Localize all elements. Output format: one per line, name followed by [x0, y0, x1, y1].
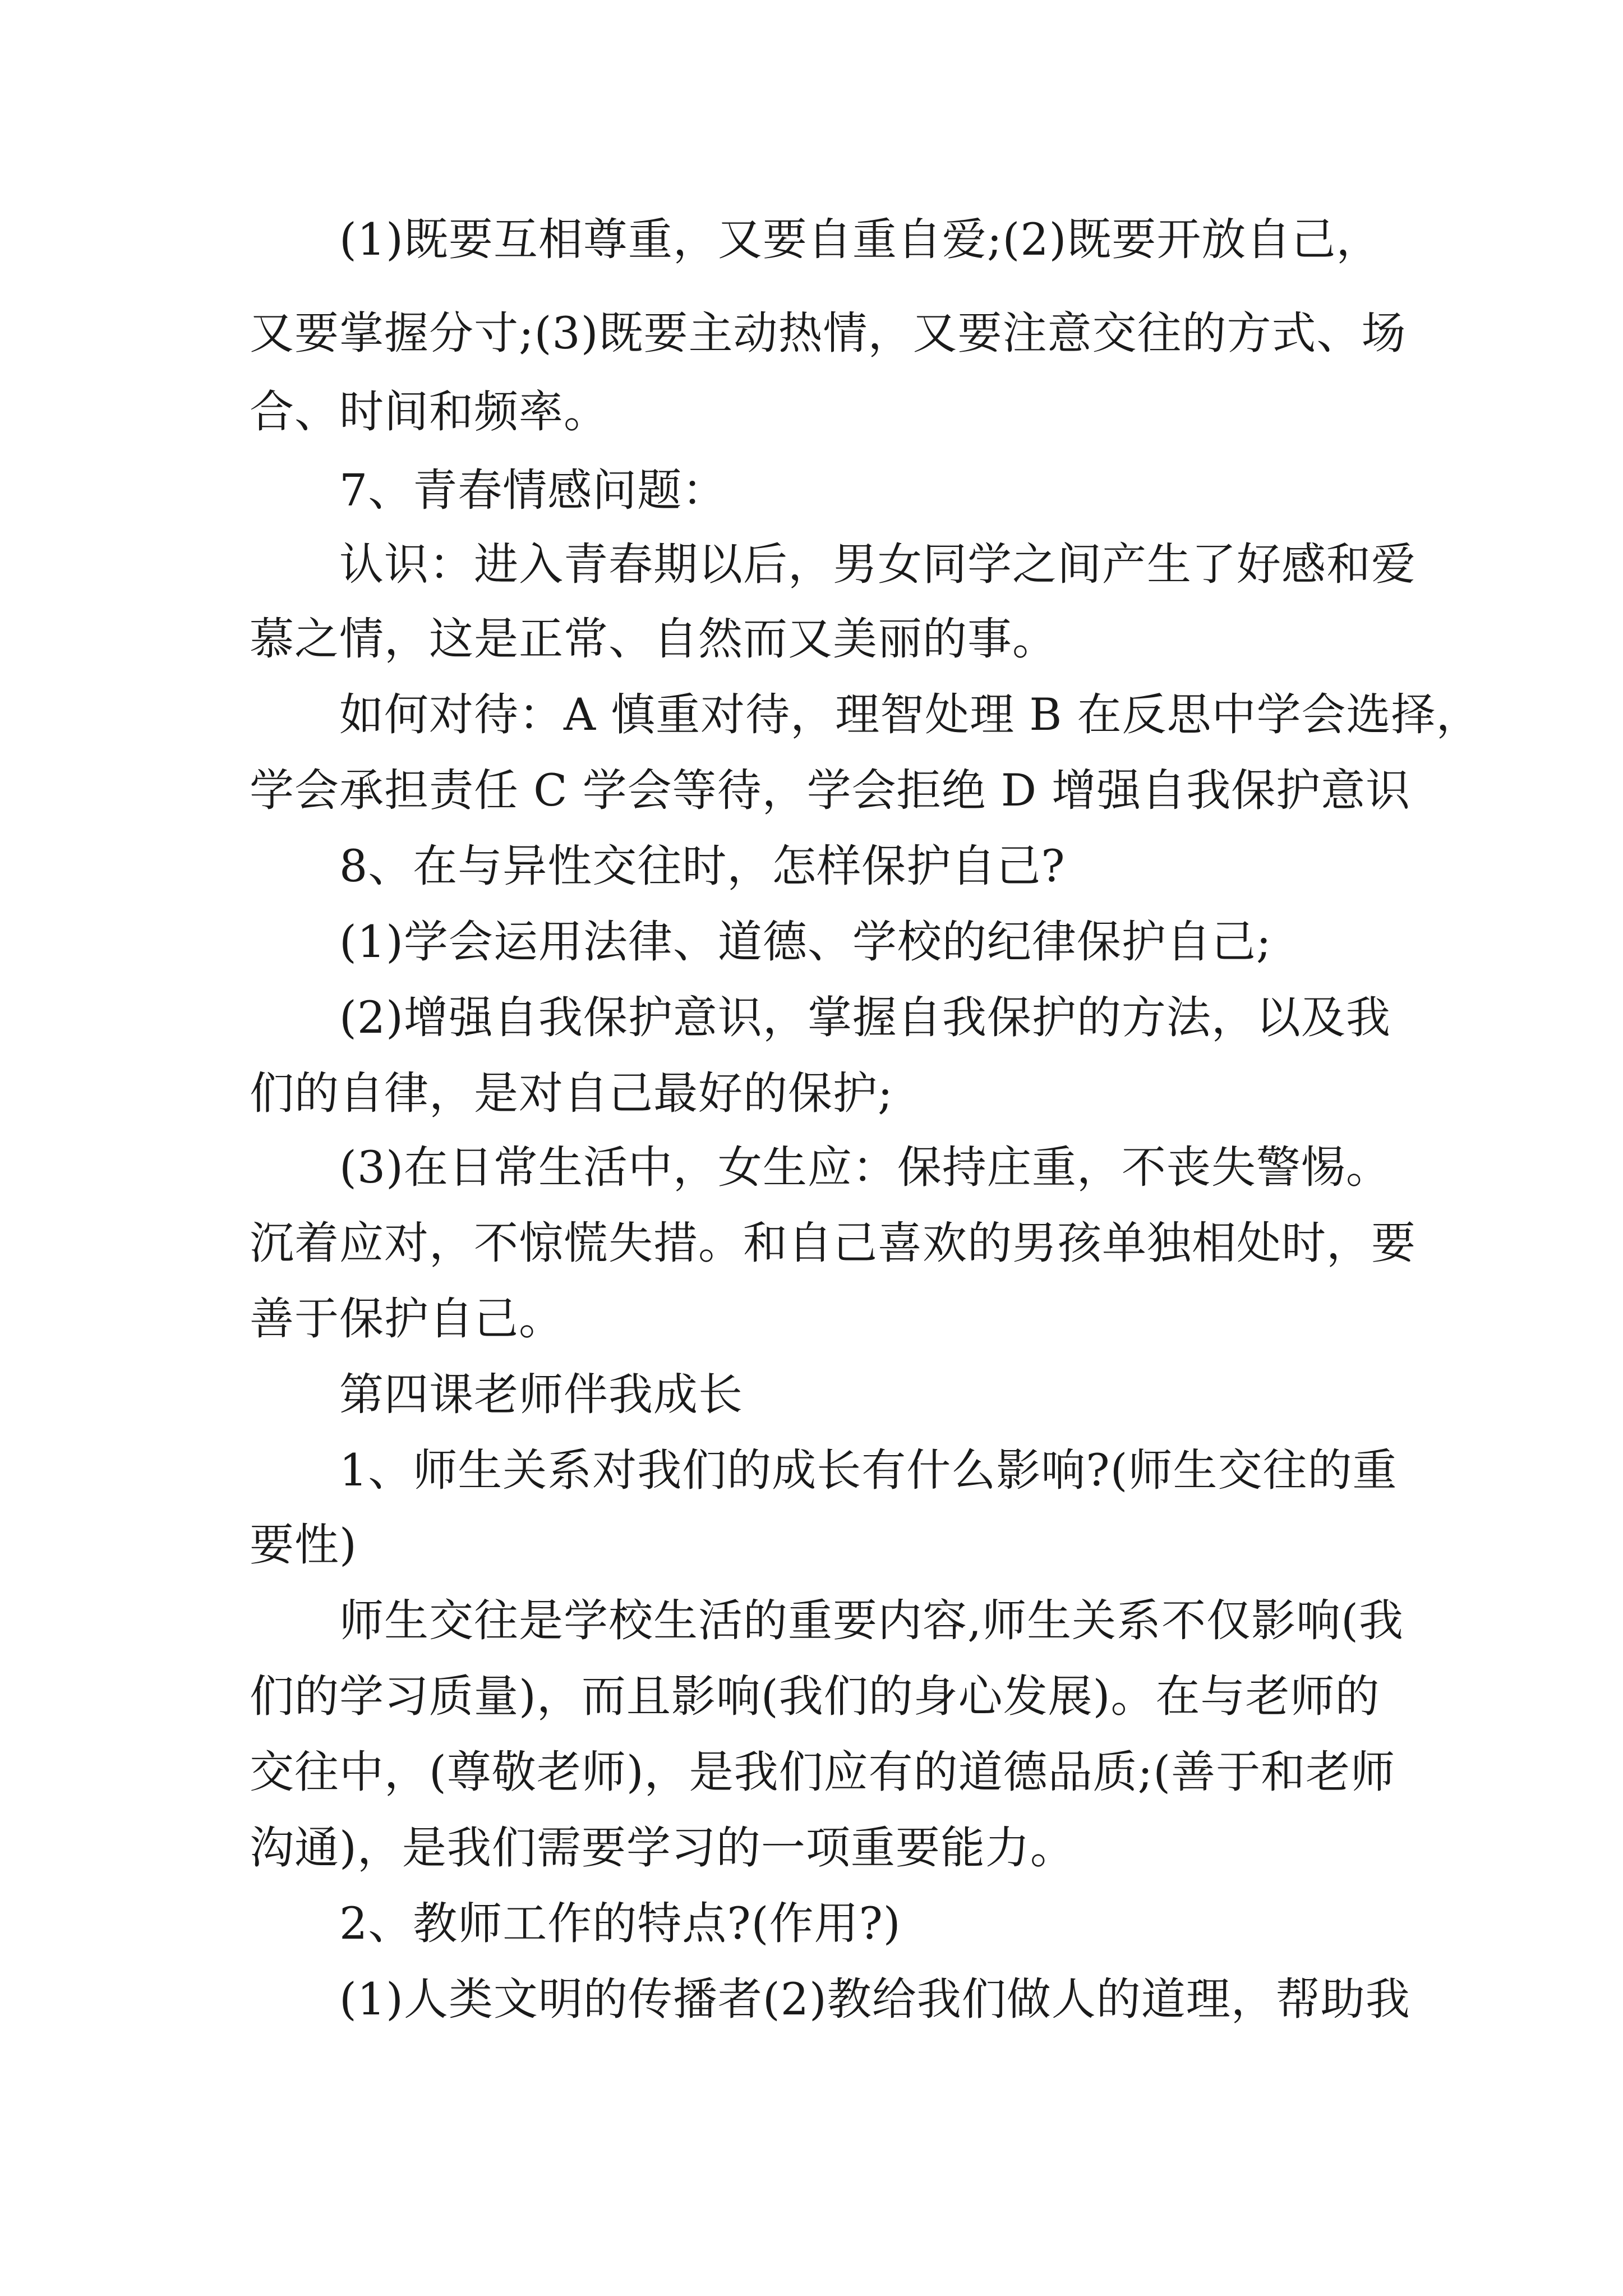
text-line: 沟通)，是我们需要学习的一项重要能力。	[250, 1822, 1075, 1874]
section-heading: 8、在与异性交往时，怎样保护自己?	[339, 840, 1066, 892]
text-line: 师生交往是学校生活的重要内容,师生关系不仅影响(我	[339, 1595, 1404, 1646]
text-line: 合、时间和频率。	[250, 386, 608, 438]
section-heading: 1、师生关系对我们的成长有什么影响?(师生交往的重	[339, 1444, 1398, 1496]
text-line: (1)学会运用法律、道德、学校的纪律保护自己;	[339, 916, 1272, 968]
text-line: 沉着应对，不惊慌失措。和自己喜欢的男孩单独相处时，要	[250, 1217, 1416, 1269]
text-line: (3)在日常生活中，女生应：保持庄重，不丧失警惕。	[339, 1142, 1391, 1193]
section-heading: 7、青春情感问题：	[339, 464, 727, 516]
lesson-title: 第四课老师伴我成长	[339, 1369, 743, 1420]
text-line: (2)增强自我保护意识，掌握自我保护的方法，以及我	[339, 992, 1391, 1043]
text-line: 认识：进入青春期以后，男女同学之间产生了好感和爱	[339, 539, 1416, 590]
text-line: 们的学习质量)，而且影响(我们的身心发展)。在与老师的	[250, 1671, 1380, 1722]
section-heading: 要性)	[250, 1519, 357, 1571]
text-line: (1)人类文明的传播者(2)教给我们做人的道理，帮助我	[339, 1973, 1410, 2025]
text-line: 如何对待：A 慎重对待，理智处理 B 在反思中学会选择，	[339, 689, 1481, 740]
text-line: 又要掌握分寸;(3)既要主动热情，又要注意交往的方式、场	[250, 307, 1407, 359]
text-line: 慕之情，这是正常、自然而又美丽的事。	[250, 613, 1057, 665]
text-line: 学会承担责任 C 学会等待，学会拒绝 D 增强自我保护意识	[250, 765, 1411, 816]
text-line: (1)既要互相尊重，又要自重自爱;(2)既要开放自己，	[339, 214, 1381, 265]
text-line: 交往中，(尊敬老师)，是我们应有的道德品质;(善于和老师	[250, 1746, 1396, 1798]
section-heading: 2、教师工作的特点?(作用?)	[339, 1898, 901, 1949]
text-line: 们的自律，是对自己最好的保护;	[250, 1068, 893, 1119]
text-line: 善于保护自己。	[250, 1293, 564, 1345]
